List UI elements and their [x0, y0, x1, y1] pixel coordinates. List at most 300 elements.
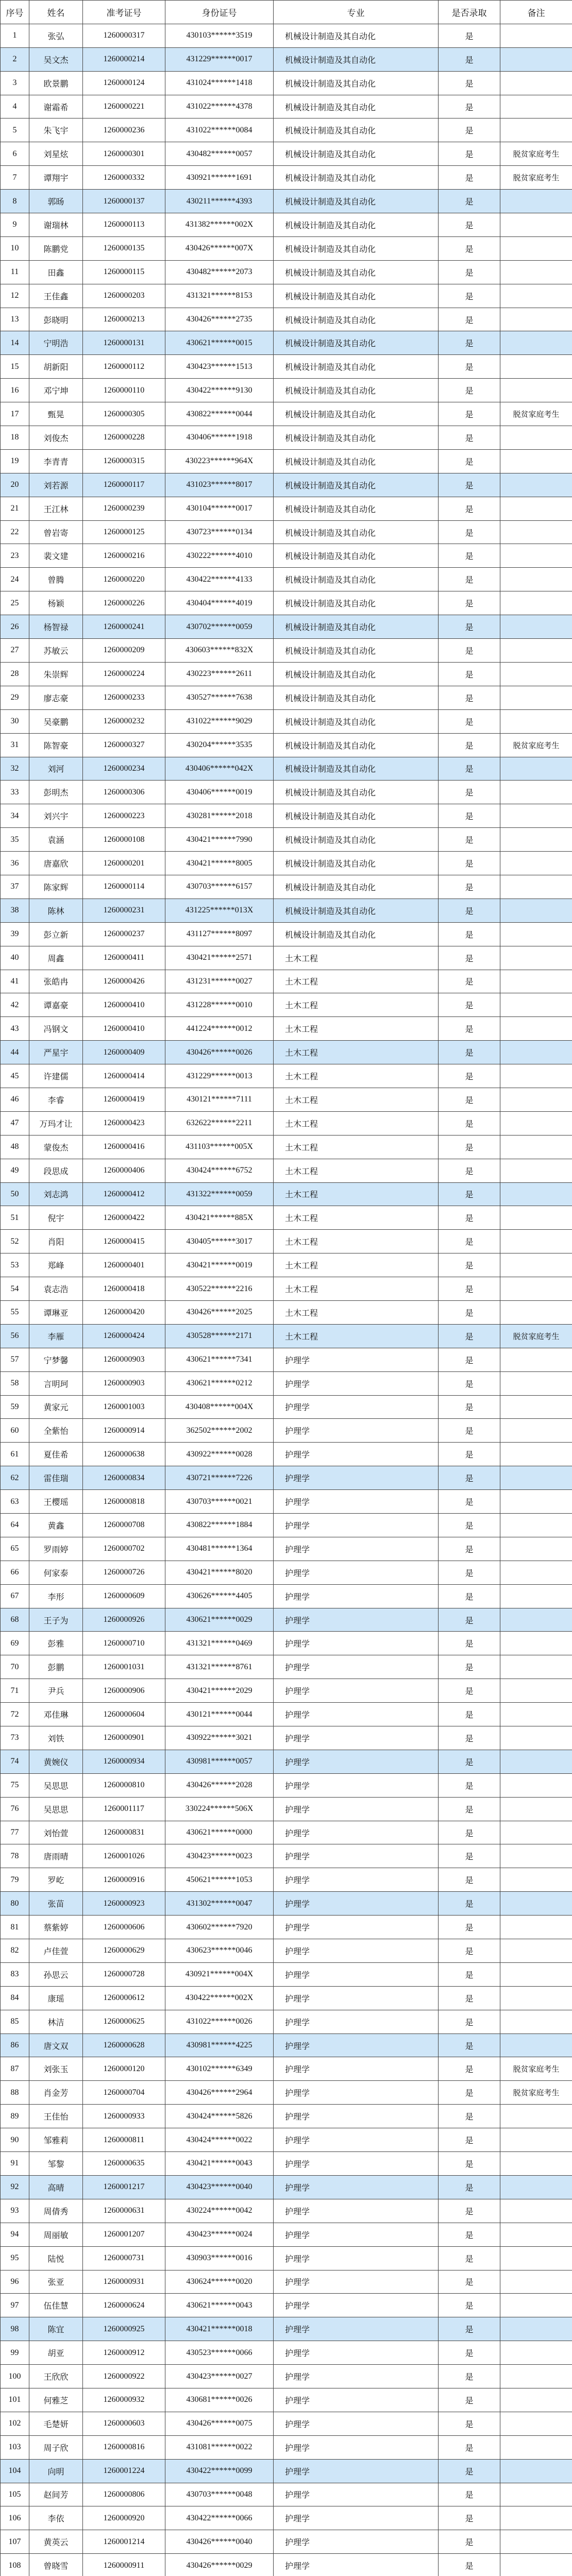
cell-major: 机械设计制造及其自动化 [274, 852, 439, 875]
cell-exam-id: 1260000702 [83, 1537, 165, 1561]
cell-seq: 64 [1, 1514, 29, 1537]
cell-id-card: 430426******0026 [165, 1041, 274, 1064]
cell-name: 唐雨晴 [29, 1844, 83, 1868]
cell-major: 机械设计制造及其自动化 [274, 544, 439, 568]
header-row [1, 1, 572, 24]
cell-admitted: 是 [439, 260, 500, 284]
col-header-major: 专业 [274, 1, 439, 24]
table-row [1, 1348, 572, 1371]
cell-exam-id: 1260000424 [83, 1324, 165, 1348]
table-row [1, 970, 572, 993]
cell-id-card: 430421******2571 [165, 946, 274, 970]
table-row [1, 1679, 572, 1703]
cell-note [500, 190, 572, 213]
table-row [1, 781, 572, 804]
cell-seq: 103 [1, 2435, 29, 2459]
cell-exam-id: 1260000305 [83, 402, 165, 426]
cell-admitted: 是 [439, 47, 500, 71]
cell-major: 机械设计制造及其自动化 [274, 804, 439, 828]
cell-id-card: 430422******002X [165, 1986, 274, 2010]
cell-admitted: 是 [439, 875, 500, 899]
cell-major: 护理学 [274, 1561, 439, 1584]
cell-seq: 74 [1, 1750, 29, 1773]
cell-id-card: 431127******8097 [165, 922, 274, 946]
cell-exam-id: 1260000234 [83, 757, 165, 781]
table-row [1, 2459, 572, 2483]
cell-major: 机械设计制造及其自动化 [274, 118, 439, 142]
cell-name: 许建儒 [29, 1064, 83, 1088]
cell-admitted: 是 [439, 828, 500, 852]
cell-note [500, 852, 572, 875]
table-row [1, 47, 572, 71]
cell-major: 机械设计制造及其自动化 [274, 473, 439, 497]
cell-name: 黄英云 [29, 2530, 83, 2554]
cell-exam-id: 1260000426 [83, 970, 165, 993]
cell-seq: 83 [1, 1962, 29, 1986]
cell-exam-id: 1260000410 [83, 993, 165, 1017]
cell-id-card: 430223******964X [165, 449, 274, 473]
cell-exam-id: 1260000236 [83, 118, 165, 142]
cell-id-card: 430204******3535 [165, 733, 274, 757]
cell-major: 机械设计制造及其自动化 [274, 426, 439, 450]
cell-admitted: 是 [439, 1632, 500, 1655]
table-row [1, 1253, 572, 1277]
cell-admitted: 是 [439, 1655, 500, 1679]
cell-id-card: 431321******8761 [165, 1655, 274, 1679]
table-row [1, 1159, 572, 1182]
cell-admitted: 是 [439, 1939, 500, 1963]
cell-admitted: 是 [439, 379, 500, 402]
cell-admitted: 是 [439, 2365, 500, 2388]
cell-id-card: 430421******0019 [165, 1253, 274, 1277]
cell-admitted: 是 [439, 2506, 500, 2530]
cell-seq: 19 [1, 449, 29, 473]
cell-seq: 29 [1, 686, 29, 709]
cell-note [500, 1797, 572, 1821]
cell-major: 机械设计制造及其自动化 [274, 591, 439, 615]
cell-name: 袁涵 [29, 828, 83, 852]
cell-note [500, 686, 572, 709]
cell-seq: 32 [1, 757, 29, 781]
cell-seq: 12 [1, 284, 29, 308]
cell-exam-id: 1260000708 [83, 1514, 165, 1537]
cell-id-card: 431302******0047 [165, 1892, 274, 1916]
cell-note: 脱贫家庭考生 [500, 2081, 572, 2105]
cell-note [500, 1892, 572, 1916]
cell-exam-id: 1260000926 [83, 1608, 165, 1632]
table-row [1, 95, 572, 118]
cell-name: 袁志浩 [29, 1277, 83, 1301]
cell-name: 裴文建 [29, 544, 83, 568]
cell-name: 邓宁坤 [29, 379, 83, 402]
cell-exam-id: 1260000806 [83, 2483, 165, 2506]
cell-id-card: 430121******0044 [165, 1703, 274, 1726]
cell-id-card: 632622******2211 [165, 1111, 274, 1135]
cell-note [500, 2412, 572, 2435]
cell-id-card: 330224******506X [165, 1797, 274, 1821]
cell-exam-id: 1260000410 [83, 1017, 165, 1041]
cell-exam-id: 1260000604 [83, 1703, 165, 1726]
cell-note [500, 520, 572, 544]
cell-seq: 10 [1, 236, 29, 260]
table-row [1, 2483, 572, 2506]
cell-major: 护理学 [274, 1939, 439, 1963]
cell-major: 机械设计制造及其自动化 [274, 757, 439, 781]
cell-seq: 18 [1, 426, 29, 450]
cell-name: 廖志豪 [29, 686, 83, 709]
cell-name: 吴豪鹏 [29, 709, 83, 733]
cell-id-card: 430404******4019 [165, 591, 274, 615]
cell-admitted: 是 [439, 2223, 500, 2246]
cell-name: 黄婉仪 [29, 1750, 83, 1773]
cell-note [500, 1253, 572, 1277]
cell-exam-id: 1260000916 [83, 1868, 165, 1892]
cell-note [500, 2199, 572, 2223]
cell-seq: 91 [1, 2152, 29, 2176]
cell-admitted: 是 [439, 118, 500, 142]
cell-major: 机械设计制造及其自动化 [274, 662, 439, 686]
cell-major: 护理学 [274, 1821, 439, 1844]
cell-note [500, 1371, 572, 1395]
cell-note [500, 922, 572, 946]
cell-admitted: 是 [439, 1088, 500, 1111]
cell-seq: 30 [1, 709, 29, 733]
cell-admitted: 是 [439, 852, 500, 875]
cell-admitted: 是 [439, 1797, 500, 1821]
cell-seq: 46 [1, 1088, 29, 1111]
cell-exam-id: 1260000411 [83, 946, 165, 970]
cell-name: 林洁 [29, 2010, 83, 2033]
cell-exam-id: 1260001224 [83, 2459, 165, 2483]
table-row [1, 639, 572, 663]
cell-admitted: 是 [439, 1892, 500, 1916]
cell-major: 机械设计制造及其自动化 [274, 142, 439, 166]
cell-note [500, 2530, 572, 2554]
table-row [1, 449, 572, 473]
cell-major: 土木工程 [274, 1182, 439, 1206]
cell-note [500, 473, 572, 497]
cell-major: 土木工程 [274, 1017, 439, 1041]
cell-major: 机械设计制造及其自动化 [274, 875, 439, 899]
cell-id-card: 430421******0043 [165, 2152, 274, 2176]
cell-note [500, 709, 572, 733]
cell-id-card: 430281******2018 [165, 804, 274, 828]
table-row [1, 568, 572, 591]
cell-id-card: 430421******0018 [165, 2317, 274, 2341]
cell-major: 土木工程 [274, 1324, 439, 1348]
cell-exam-id: 1260000923 [83, 1892, 165, 1916]
cell-seq: 39 [1, 922, 29, 946]
cell-note [500, 1135, 572, 1159]
cell-name: 宁梦馨 [29, 1348, 83, 1371]
cell-seq: 49 [1, 1159, 29, 1182]
cell-seq: 62 [1, 1466, 29, 1490]
cell-exam-id: 1260001117 [83, 1797, 165, 1821]
cell-note [500, 449, 572, 473]
cell-exam-id: 1260000406 [83, 1159, 165, 1182]
cell-major: 护理学 [274, 1916, 439, 1939]
cell-name: 甄晃 [29, 402, 83, 426]
cell-note [500, 1584, 572, 1608]
cell-name: 严星宇 [29, 1041, 83, 1064]
cell-exam-id: 1260000125 [83, 520, 165, 544]
cell-note [500, 1655, 572, 1679]
cell-admitted: 是 [439, 1679, 500, 1703]
cell-note [500, 1514, 572, 1537]
cell-seq: 23 [1, 544, 29, 568]
cell-id-card: 430423******0040 [165, 2175, 274, 2199]
cell-seq: 101 [1, 2388, 29, 2412]
cell-note [500, 1750, 572, 1773]
cell-id-card: 441224******0012 [165, 1017, 274, 1041]
cell-exam-id: 1260000638 [83, 1443, 165, 1466]
cell-id-card: 430626******4405 [165, 1584, 274, 1608]
cell-name: 谢瑞林 [29, 213, 83, 237]
cell-id-card: 430603******832X [165, 639, 274, 663]
cell-admitted: 是 [439, 2388, 500, 2412]
cell-name: 苏敏云 [29, 639, 83, 663]
cell-major: 护理学 [274, 1395, 439, 1419]
cell-major: 机械设计制造及其自动化 [274, 213, 439, 237]
cell-exam-id: 1260001214 [83, 2530, 165, 2554]
cell-exam-id: 1260000914 [83, 1419, 165, 1443]
cell-admitted: 是 [439, 2412, 500, 2435]
cell-admitted: 是 [439, 236, 500, 260]
cell-admitted: 是 [439, 2530, 500, 2554]
cell-exam-id: 1260000728 [83, 1962, 165, 1986]
table-row [1, 1632, 572, 1655]
cell-exam-id: 1260001031 [83, 1655, 165, 1679]
cell-name: 张苗 [29, 1892, 83, 1916]
table-row [1, 2175, 572, 2199]
cell-id-card: 430523******0066 [165, 2341, 274, 2365]
cell-major: 护理学 [274, 1584, 439, 1608]
cell-name: 卢佳萱 [29, 1939, 83, 1963]
cell-exam-id: 1260000625 [83, 2010, 165, 2033]
cell-name: 雷佳瑞 [29, 1466, 83, 1490]
cell-seq: 22 [1, 520, 29, 544]
table-row [1, 2010, 572, 2033]
cell-id-card: 430527******7638 [165, 686, 274, 709]
cell-admitted: 是 [439, 1844, 500, 1868]
cell-id-card: 430424******0022 [165, 2128, 274, 2152]
cell-name: 夏佳希 [29, 1443, 83, 1466]
cell-major: 机械设计制造及其自动化 [274, 355, 439, 379]
cell-note [500, 2554, 572, 2576]
cell-major: 机械设计制造及其自动化 [274, 24, 439, 47]
cell-seq: 86 [1, 2033, 29, 2057]
cell-major: 机械设计制造及其自动化 [274, 615, 439, 639]
cell-note [500, 1017, 572, 1041]
cell-admitted: 是 [439, 899, 500, 922]
cell-major: 机械设计制造及其自动化 [274, 190, 439, 213]
table-row [1, 236, 572, 260]
cell-exam-id: 1260000612 [83, 1986, 165, 2010]
table-row [1, 2033, 572, 2057]
cell-note [500, 757, 572, 781]
table-row [1, 1986, 572, 2010]
cell-admitted: 是 [439, 2294, 500, 2317]
cell-id-card: 430422******4133 [165, 568, 274, 591]
table-row [1, 852, 572, 875]
cell-note [500, 1916, 572, 1939]
table-row [1, 1324, 572, 1348]
table-row [1, 1868, 572, 1892]
cell-note [500, 118, 572, 142]
cell-id-card: 430482******0057 [165, 142, 274, 166]
cell-note [500, 899, 572, 922]
cell-name: 陈林 [29, 899, 83, 922]
cell-id-card: 430121******7111 [165, 1088, 274, 1111]
cell-id-card: 431022******4378 [165, 95, 274, 118]
cell-id-card: 431382******002X [165, 213, 274, 237]
cell-note [500, 1041, 572, 1064]
cell-major: 机械设计制造及其自动化 [274, 686, 439, 709]
table-row [1, 1537, 572, 1561]
cell-id-card: 430921******1691 [165, 166, 274, 190]
cell-exam-id: 1260000925 [83, 2317, 165, 2341]
cell-id-card: 431322******0059 [165, 1182, 274, 1206]
cell-admitted: 是 [439, 733, 500, 757]
cell-name: 彭立新 [29, 922, 83, 946]
cell-note [500, 2270, 572, 2294]
table-row [1, 355, 572, 379]
cell-seq: 99 [1, 2341, 29, 2365]
cell-exam-id: 1260001003 [83, 1395, 165, 1419]
cell-exam-id: 1260000110 [83, 379, 165, 402]
cell-note [500, 662, 572, 686]
cell-exam-id: 1260000226 [83, 591, 165, 615]
cell-name: 杨颖 [29, 591, 83, 615]
table-row [1, 1892, 572, 1916]
cell-id-card: 430406******0019 [165, 781, 274, 804]
cell-note [500, 1064, 572, 1088]
cell-note: 脱贫家庭考生 [500, 142, 572, 166]
cell-note [500, 1939, 572, 1963]
cell-seq: 78 [1, 1844, 29, 1868]
cell-admitted: 是 [439, 1348, 500, 1371]
cell-major: 护理学 [274, 2530, 439, 2554]
cell-id-card: 430103******3519 [165, 24, 274, 47]
cell-exam-id: 1260000220 [83, 568, 165, 591]
cell-id-card: 431321******8153 [165, 284, 274, 308]
cell-note [500, 1348, 572, 1371]
cell-id-card: 431231******0027 [165, 970, 274, 993]
cell-exam-id: 1260000131 [83, 331, 165, 355]
cell-major: 机械设计制造及其自动化 [274, 331, 439, 355]
cell-exam-id: 1260000419 [83, 1088, 165, 1111]
cell-name: 王佳鑫 [29, 284, 83, 308]
cell-name: 王樱瑶 [29, 1490, 83, 1514]
cell-exam-id: 1260000912 [83, 2341, 165, 2365]
cell-id-card: 430528******2171 [165, 1324, 274, 1348]
cell-major: 土木工程 [274, 1111, 439, 1135]
table-row [1, 922, 572, 946]
cell-name: 邹雅莉 [29, 2128, 83, 2152]
cell-note [500, 2294, 572, 2317]
cell-major: 护理学 [274, 1844, 439, 1868]
cell-note [500, 2388, 572, 2412]
table-row [1, 213, 572, 237]
cell-exam-id: 1260000315 [83, 449, 165, 473]
cell-id-card: 430423******1513 [165, 355, 274, 379]
cell-admitted: 是 [439, 2128, 500, 2152]
cell-note [500, 568, 572, 591]
cell-seq: 17 [1, 402, 29, 426]
cell-id-card: 430822******1884 [165, 1514, 274, 1537]
cell-id-card: 430426******0040 [165, 2530, 274, 2554]
cell-seq: 40 [1, 946, 29, 970]
cell-exam-id: 1260000233 [83, 686, 165, 709]
cell-note [500, 639, 572, 663]
cell-exam-id: 1260000223 [83, 804, 165, 828]
cell-seq: 20 [1, 473, 29, 497]
cell-admitted: 是 [439, 308, 500, 331]
cell-id-card: 430822******0044 [165, 402, 274, 426]
cell-major: 护理学 [274, 1726, 439, 1750]
cell-admitted: 是 [439, 1490, 500, 1514]
cell-major: 护理学 [274, 1443, 439, 1466]
cell-major: 护理学 [274, 1986, 439, 2010]
cell-note [500, 993, 572, 1017]
cell-exam-id: 1260000332 [83, 166, 165, 190]
cell-admitted: 是 [439, 1324, 500, 1348]
cell-note [500, 1230, 572, 1253]
cell-exam-id: 1260000239 [83, 497, 165, 520]
cell-exam-id: 1260000420 [83, 1300, 165, 1324]
cell-seq: 84 [1, 1986, 29, 2010]
cell-seq: 59 [1, 1395, 29, 1419]
cell-seq: 77 [1, 1821, 29, 1844]
cell-name: 何家泰 [29, 1561, 83, 1584]
cell-admitted: 是 [439, 497, 500, 520]
table-row [1, 1655, 572, 1679]
cell-id-card: 430406******1918 [165, 426, 274, 450]
cell-major: 护理学 [274, 2199, 439, 2223]
table-row [1, 1490, 572, 1514]
cell-seq: 90 [1, 2128, 29, 2152]
cell-admitted: 是 [439, 2152, 500, 2176]
cell-name: 胡亚 [29, 2341, 83, 2365]
cell-seq: 24 [1, 568, 29, 591]
cell-admitted: 是 [439, 1159, 500, 1182]
cell-exam-id: 1260000237 [83, 922, 165, 946]
cell-name: 毛楚妍 [29, 2412, 83, 2435]
table-row [1, 1206, 572, 1230]
cell-name: 肖阳 [29, 1230, 83, 1253]
cell-admitted: 是 [439, 2057, 500, 2081]
cell-seq: 95 [1, 2246, 29, 2270]
cell-name: 彭雅 [29, 1632, 83, 1655]
cell-exam-id: 1260000422 [83, 1206, 165, 1230]
cell-note [500, 260, 572, 284]
table-row [1, 828, 572, 852]
cell-seq: 82 [1, 1939, 29, 1963]
table-row [1, 1726, 572, 1750]
cell-exam-id: 1260000933 [83, 2105, 165, 2128]
cell-major: 机械设计制造及其自动化 [274, 260, 439, 284]
cell-exam-id: 1260000628 [83, 2033, 165, 2057]
cell-name: 周鑫 [29, 946, 83, 970]
cell-seq: 97 [1, 2294, 29, 2317]
cell-exam-id: 1260000117 [83, 473, 165, 497]
cell-admitted: 是 [439, 1041, 500, 1064]
cell-major: 土木工程 [274, 946, 439, 970]
cell-note [500, 1679, 572, 1703]
cell-id-card: 430522******2216 [165, 1277, 274, 1301]
table-row [1, 2412, 572, 2435]
table-row [1, 1797, 572, 1821]
